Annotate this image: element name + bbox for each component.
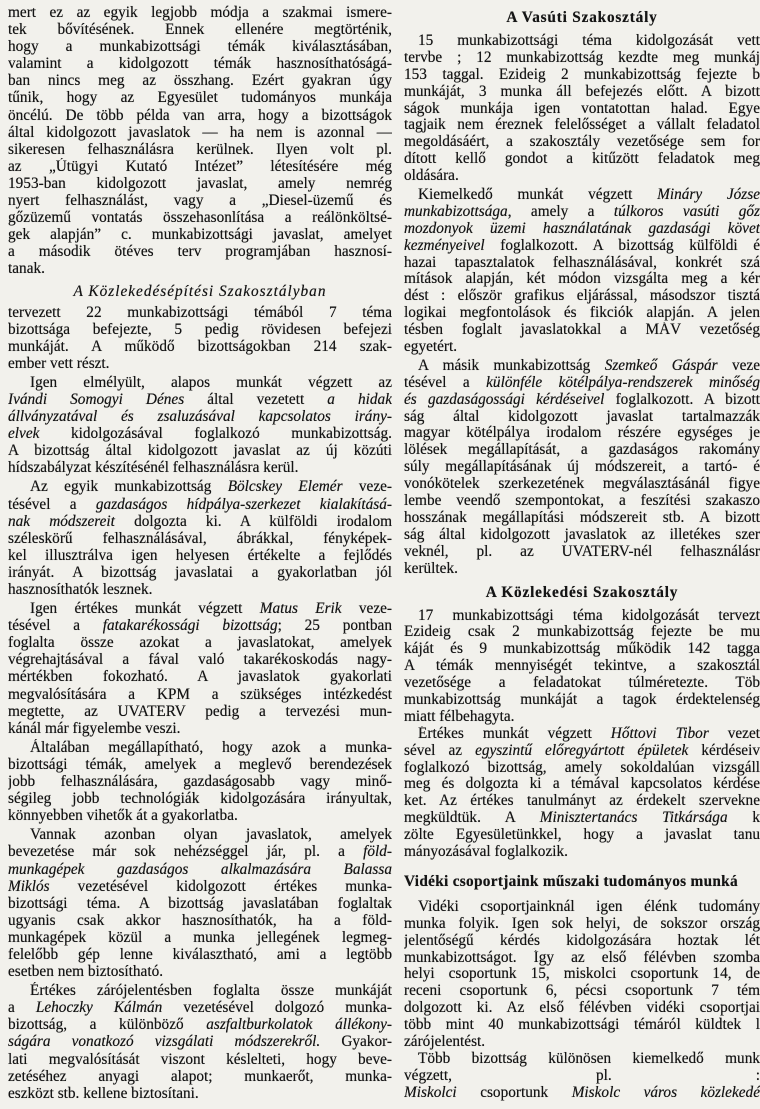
text-line: lembe veendő szempontokat, a feszítési szakaszo: [404, 493, 760, 510]
text-line: Igen elmélyült, alapos munkát végzett az: [30, 373, 392, 391]
italic-text-segment: a hidak: [327, 390, 392, 408]
text-segment: vezetésével kidolgozott értékes munka-: [49, 877, 392, 895]
text-line: tervezett 22 munkabizottsági témából 7 téma: [8, 303, 392, 321]
text-line: foglalkozó bizottság, amely sokoldalúan vizsgáll: [404, 759, 760, 776]
text-line: zetéséhez anyagi alapot; munkaerőt, munka-: [8, 1067, 392, 1085]
text-line: tanak.: [8, 260, 45, 278]
text-line: az „Útügyi Kutató Intézet” létesítésére még: [8, 157, 392, 175]
text-segment: k: [727, 810, 760, 827]
italic-text-segment: Miklós: [8, 877, 50, 895]
text-line: 153 taggal. Ezideig 2 munkabizottság fejezte b: [404, 66, 760, 83]
text-line: receni csoportunk 6, pécsi csoportunk 7 tém: [404, 983, 760, 1000]
section-heading: A Vasúti Szakosztály: [506, 9, 658, 26]
text-line: felelőbb gép lenne kiválasztható, ami a legtöbb: [8, 945, 392, 963]
text-line: veknél, pl. az UVATERV-nél felhasználásr: [404, 543, 760, 560]
text-line: [8, 878, 392, 895]
text-line: [404, 358, 760, 375]
text-line: [8, 513, 392, 530]
paragraph: [404, 358, 760, 578]
text-line: tek bővítésének. Ennek ellenére megtörténik,: [8, 21, 392, 39]
text-line: vonókötelek szerkezetének megválasztásánál figye: [404, 476, 760, 493]
text-line: jelentőségű kérdés kidolgozására hoztak lét: [404, 932, 760, 949]
text-line: gek alapján” c. munkabizottsági javaslat, amelyet: [8, 226, 392, 244]
text-line: logikai megfontolások és fikciók alapján. A jelen: [404, 305, 760, 322]
section-heading: A Közlekedésépítési Szakosztályban: [73, 282, 327, 300]
paragraph: [404, 187, 760, 356]
text-line: [404, 743, 760, 760]
text-line: hídszabályzat készítésénél felhasználásra kerül.: [8, 459, 299, 477]
paragraph: [404, 33, 760, 185]
text-line: hazai tapasztalatok felhasználásával, konkrét szá: [404, 254, 760, 271]
text-line: ember vett részt.: [8, 354, 110, 372]
text-line: ban nincs meg az összhang. Ezért gyakran úgy: [8, 72, 392, 90]
text-line: munkabizottságot. Így az első félévben szomba: [404, 949, 760, 966]
text-line: megoldásáért, a szakosztály vezetősége sem for: [404, 134, 760, 151]
text-line: Vidéki csoportjainknál igen élénk tudomány: [418, 898, 760, 915]
text-segment: Gyakor-: [320, 1033, 392, 1051]
paragraph: [8, 826, 392, 980]
italic-text-segment: Miskolci: [404, 1084, 457, 1101]
right-column: [404, 0, 760, 1104]
text-line: Értékes zárójelentésben foglalta össze munkáját: [30, 982, 392, 1000]
text-line: tűnik, hogy az Egyesület tudományos munkája: [8, 89, 392, 107]
text-line: megtette, az UVATERV pedig a tervezési mun-: [8, 702, 392, 720]
text-line: [8, 408, 392, 425]
text-line: mert ez az egyik legjobb módja a szakmai ismere-: [8, 4, 392, 21]
text-line: [404, 810, 760, 827]
text-line: súly megállapításának új módszereit, a tartó- é: [404, 459, 760, 476]
italic-text-segment: munkabizottsága: [404, 203, 508, 220]
text-line: [8, 391, 392, 408]
text-line: [404, 238, 760, 255]
text-line: sikeresen felhasználásra kerülnek. Ilyen volt pl.: [8, 140, 392, 158]
text-line: munkagépek közül a munka jellegének legmeg-: [8, 928, 392, 946]
text-line: dított kellő gondot a kitűzött feladatok meg: [404, 151, 760, 168]
text-line: kel illusztrálva igen helyesen értékelte a fejlődés: [8, 546, 392, 564]
text-segment: által vezetett: [184, 390, 328, 408]
text-line: ugyanis csak akkor hasznosíthatók, ha a föld-: [8, 911, 392, 929]
text-line: foglalta össze azokat a javaslatokat, amelyek: [8, 634, 392, 652]
text-segment: kérdéseiv: [688, 742, 760, 759]
text-line: A témák mennyiségét tekintve, a szakosztál: [404, 658, 760, 675]
text-segment: tésével a: [8, 617, 103, 635]
text-line: 17 munkabizottsági téma kidolgozását tervezt: [418, 607, 760, 624]
text-line: [404, 392, 760, 409]
text-line: [8, 1016, 392, 1033]
italic-text-segment: ságára vonatkozó vizsgálati módszerekről.: [8, 1033, 321, 1051]
text-line: mértékben fokozható. A javaslatok gyakorlati: [8, 668, 392, 686]
text-line: [8, 496, 392, 513]
text-line: ségileg jobb technológiák kidolgozására irányultak,: [8, 790, 392, 808]
paragraph: [404, 899, 760, 1051]
text-line: valamint a kidolgozott témák hasznosíthatóságá-: [8, 55, 392, 73]
italic-text-segment: Ivándi Somogyi Dénes: [8, 390, 185, 408]
text-segment: megküldtük. A: [404, 810, 540, 827]
text-line: öncélú. De több példa van arra, hogy a bizottságok: [8, 106, 392, 124]
text-line: 15 munkabizottsági téma kidolgozását vett: [418, 33, 760, 49]
text-line: mítások alapján, két módon vizsgálta meg a kér: [404, 271, 760, 288]
text-line: végrehajtásával a fával való takarékoskodás nagy-: [8, 651, 392, 669]
text-line: dést : először grafikus eljárással, másodszor tisztá: [404, 288, 760, 305]
text-line: gőzüzemű vontatás összehasonlítása a reálönköltsé-: [8, 209, 392, 227]
text-line: A bizottság által kidolgozott javaslat az új közúti: [8, 442, 392, 460]
text-segment: Igen értékes munkát végzett: [30, 600, 260, 618]
paragraph: [8, 374, 392, 477]
text-segment: foglalkozott. A bizott: [604, 391, 760, 408]
text-line: kánál már figyelembe veszi.: [8, 719, 181, 737]
paragraph: [8, 304, 392, 372]
text-line: 1953-ban kidolgozott javaslat, amely nemrég: [8, 174, 392, 192]
text-line: mányozásával foglalkozik.: [404, 843, 568, 860]
text-line: dolgozott ki. Az első félévben vidéki csoportjai: [404, 1000, 760, 1017]
italic-text-segment: és gazdaságossági kérdéseivel: [404, 391, 605, 408]
text-line: megvalósítására a KPM a szükséges intézkedést: [8, 685, 392, 703]
paragraph: [8, 600, 392, 737]
text-line: tervbe ; 12 munkabizottság kezdte meg munkáj: [404, 49, 760, 66]
text-line: munkabizottság munkáját a tagok érdektelenség: [404, 691, 760, 708]
italic-text-segment: állványzatával és zsaluzásával kapcsolatos irány-: [8, 408, 392, 426]
text-segment: Az egyik munkabizottság: [30, 478, 228, 496]
text-line: [8, 600, 392, 617]
italic-text-segment: Hőttovi Tibor: [610, 725, 709, 742]
text-line: vezetősége a feladatokat túlméretezte. Töb: [404, 675, 760, 692]
text-segment: veze-: [341, 600, 392, 618]
text-segment: , amely a: [507, 203, 614, 220]
text-line: [8, 1033, 392, 1050]
italic-text-segment: Mináry Józse: [657, 187, 760, 204]
text-line: tagjaik nem éreznek felelősséget a vállalt feladatol: [404, 117, 760, 134]
text-line: [8, 999, 392, 1016]
text-line: hosszának megállapítási módszereit stb. A bizott: [404, 509, 760, 526]
italic-text-segment: Lehoczky Kálmán: [35, 999, 163, 1017]
text-line: [404, 221, 760, 238]
text-line: végzett, pl. :: [404, 1067, 760, 1084]
text-line: [404, 204, 760, 221]
text-segment: bizottság, a különböző: [8, 1016, 207, 1034]
paragraph: [8, 478, 392, 598]
italic-text-segment: egyszintű előregyártott épületek: [475, 742, 689, 759]
left-column: [8, 4, 392, 1104]
text-line: bizottsági téma. A bizottság javaslatában foglaltak: [8, 894, 392, 912]
text-line: Vannak azonban olyan javaslatok, amelyek: [30, 826, 392, 844]
paragraph: [8, 739, 392, 824]
text-line: eszközt stb. kellene biztosítani.: [8, 1084, 199, 1102]
text-line: ság által kidolgozott javaslat tartalmazzák: [404, 408, 760, 425]
text-line: lölések megállapítását, a gazdaságos rakomány: [404, 442, 760, 459]
italic-text-segment: kezményeivel: [404, 237, 485, 254]
text-line: ket. Az értékes tanulmányt az érdekelt szervekne: [404, 793, 760, 810]
text-line: esetben nem biztosítható.: [8, 963, 164, 981]
italic-text-segment: fatakarékossági bizottság: [102, 617, 278, 635]
italic-text-segment: Szemkeő Gáspár: [604, 357, 718, 374]
text-segment: sével az: [404, 742, 476, 759]
text-segment: dolgozta ki. A külföldi irodalom: [114, 512, 392, 530]
text-line: könnyebben vihetők át a gyakorlatba.: [8, 807, 238, 825]
text-line: hasznosíthatók lesznek.: [8, 581, 153, 598]
italic-text-segment: túlkoros vasúti gőz: [613, 203, 760, 220]
italic-text-segment: nak módszereit: [8, 512, 115, 530]
text-segment: foglalkozott. A bizottság külföldi é: [484, 237, 760, 254]
text-line: széleskörű felhasználásával, ábrákkal, fényképek-: [8, 529, 392, 547]
text-segment: bevezetése már sok nehézséggel jár, pl. a: [8, 843, 364, 861]
text-line: [8, 425, 392, 442]
text-line: [8, 861, 392, 878]
italic-text-segment: munkagépek gazdaságos alkalmazására Balassa: [8, 860, 392, 878]
text-segment: Kiemelkedő munkát végzett: [418, 187, 658, 204]
text-segment: a: [8, 999, 36, 1017]
text-line: káját és 9 munkabizottság működik 142 tagga: [404, 641, 760, 658]
text-segment: veze: [717, 357, 760, 374]
text-line: Több bizottság különösen kiemelkedő munk: [418, 1050, 760, 1067]
section-heading: A Közlekedési Szakosztály: [485, 583, 679, 601]
italic-text-segment: mozdonyok üzemi használatának gazdasági követ: [404, 220, 760, 237]
paragraph: [8, 4, 392, 278]
text-line: miatt félbehagyta.: [404, 708, 515, 725]
italic-text-segment: elvek: [8, 425, 40, 443]
text-line: [8, 843, 392, 860]
italic-text-segment: föld-: [363, 843, 392, 861]
text-segment: A másik munkabizottság: [418, 357, 605, 374]
italic-text-segment: Miskolc város közlekedé: [571, 1084, 760, 1101]
text-segment: vezetésével dolgozó munka-: [162, 999, 392, 1017]
text-line: munkáját. A működő bizottságokban 214 szak-: [8, 337, 392, 355]
text-line: Ezideig csak 2 munkabizottság fejezte be mu: [404, 624, 760, 641]
text-line: [404, 375, 760, 392]
paragraph: [404, 608, 760, 726]
text-line: Általában megállapítható, hogy azok a munka-: [30, 738, 392, 756]
text-line: zölte Egyesületünkkel, hogy a javaslat tanu: [404, 827, 760, 844]
text-line: helyi csoportunk 15, miskolci csoportunk 14, de: [404, 966, 760, 983]
text-line: egyetért.: [404, 339, 458, 356]
text-segment: Értékes munkát végzett: [418, 725, 611, 742]
text-segment: tésével a: [8, 495, 96, 513]
text-line: nyert felhasználást, vagy a „Diesel-üzemű és: [8, 192, 392, 210]
text-line: irányát. A bizottság javaslatai a gyakorlatban jól: [8, 563, 392, 581]
text-line: kerültek.: [404, 560, 458, 577]
italic-text-segment: Bölcskey Elemér: [227, 478, 343, 496]
paragraph: [404, 726, 760, 861]
section-heading: Vidéki csoportjaink műszaki tudományos munká: [404, 872, 738, 890]
text-line: munkáját, 3 munka áll befejezés előtt. A bizott: [404, 83, 760, 100]
text-line: tésben foglalt javaslatokkal a MÁV vezetőség: [404, 322, 760, 339]
text-segment: ; 25 pontban: [277, 617, 392, 635]
text-line: zárójelentést.: [404, 1033, 486, 1050]
italic-text-segment: aszfaltburkolatok állékony-: [206, 1016, 392, 1034]
text-line: [404, 1085, 760, 1102]
italic-text-segment: Matus Erik: [259, 600, 342, 618]
text-line: bizottsági témák, amelyek a meglevő berendezések: [8, 755, 392, 773]
paragraph: [404, 1051, 760, 1102]
text-line: lati megvalósítását viszont késlelteti, hogy beve-: [8, 1050, 392, 1068]
text-segment: veze-: [342, 478, 392, 496]
text-segment: kidolgozásával foglalkozó munkabizottság.: [39, 425, 392, 443]
text-line: bizottsága befejezte, 5 pedig rövidesen befejezi: [8, 320, 392, 338]
text-line: ságok munkája igen vontatottan halad. Egye: [404, 100, 760, 117]
text-line: a második ötéves terv programjában hasznosí-: [8, 243, 392, 261]
text-line: jobb felhasználására, gazdaságosabb vagy minő-: [8, 773, 392, 791]
text-line: [8, 617, 392, 634]
italic-text-segment: Minisztertanács Titkársága: [539, 810, 728, 827]
text-segment: tésével a: [404, 374, 487, 391]
italic-text-segment: különféle kötélpálya-rendszerek minőség: [486, 374, 760, 391]
text-line: meg és dolgozta ki a témával kapcsolatos kérdése: [404, 776, 760, 793]
text-line: magyar kötélpálya irodalom részére egységes je: [404, 425, 760, 442]
text-line: hogy a munkabizottsági témák kiválasztásában,: [8, 38, 392, 56]
text-line: [404, 187, 760, 204]
text-line: [404, 726, 760, 743]
text-line: ság által kidolgozott javaslatok az illetékes szer: [404, 526, 760, 543]
text-line: által kidolgozott javaslatok — ha nem is azonnal —: [8, 123, 392, 141]
paragraph: [8, 982, 392, 1102]
text-line: [8, 478, 392, 495]
text-line: több mint 40 munkabizottsági témáról küldtek l: [404, 1017, 760, 1034]
text-segment: csoportunk: [456, 1084, 572, 1101]
text-line: munka folyik. Igen sok helyi, de sokszor ország: [404, 915, 760, 932]
text-line: oldására.: [404, 168, 459, 185]
italic-text-segment: gazdaságos hídpálya-szerkezet kialakításá-: [95, 495, 392, 513]
text-segment: vezet: [708, 725, 760, 742]
